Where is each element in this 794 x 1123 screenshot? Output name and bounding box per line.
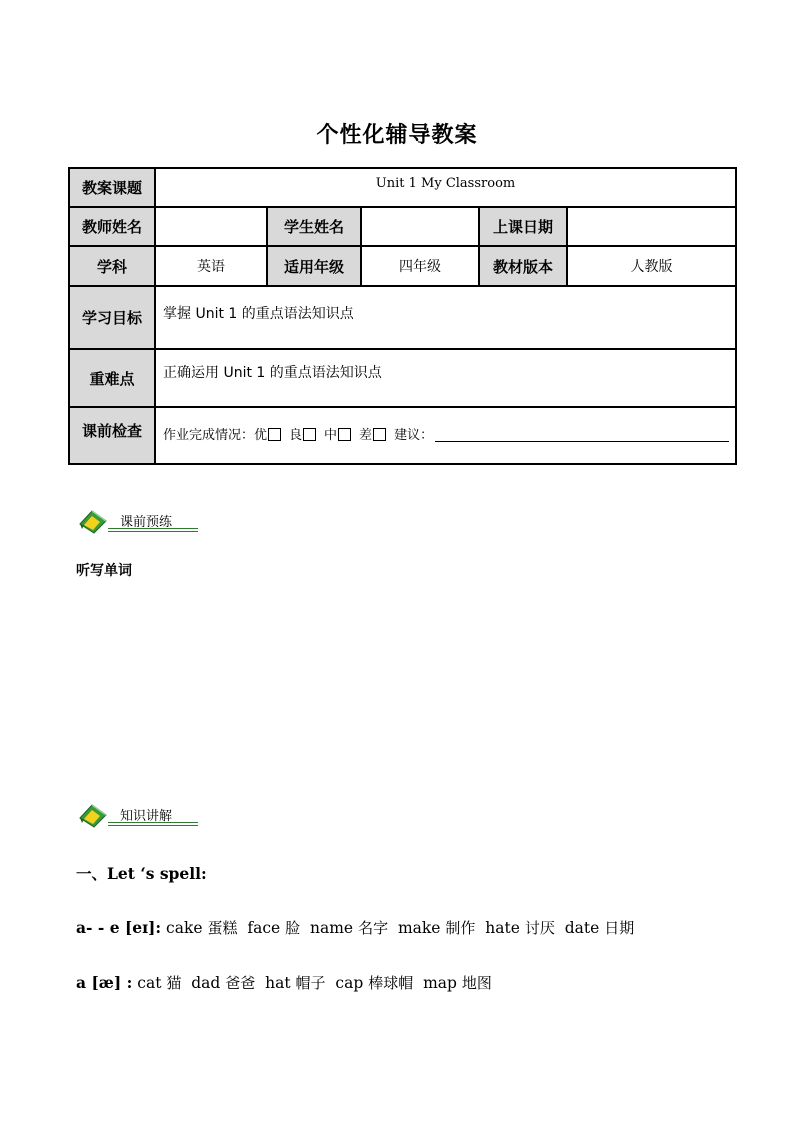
word-en: cap bbox=[335, 974, 364, 992]
word-en: hat bbox=[265, 974, 291, 992]
page-title: 个性化辅导教案 bbox=[316, 122, 478, 148]
section-label-preview: 课前预练 bbox=[120, 515, 173, 530]
checkbox-excellent[interactable] bbox=[268, 428, 281, 441]
word-cn: 棒球帽 bbox=[368, 974, 414, 992]
spell-line-a bbox=[76, 972, 492, 993]
word-cn: 日期 bbox=[604, 919, 635, 937]
student-value[interactable] bbox=[361, 207, 479, 246]
subject-label: 学科 bbox=[69, 246, 155, 286]
word-cn: 地图 bbox=[461, 974, 492, 992]
word-en: cat bbox=[137, 974, 162, 992]
word-en: date bbox=[564, 919, 600, 937]
grade-label: 适用年级 bbox=[267, 246, 361, 286]
spell-prefix: a- - e [eɪ]: bbox=[76, 918, 162, 937]
subject-value: 英语 bbox=[155, 246, 267, 286]
check-prefix: 作业完成情况：优 bbox=[163, 428, 268, 443]
difficulty-value: 正确运用 Unit 1 的重点语法知识点 bbox=[155, 349, 736, 407]
edition-value: 人教版 bbox=[567, 246, 736, 286]
word-cn: 脸 bbox=[285, 919, 301, 937]
pencil-icon bbox=[78, 802, 110, 828]
lesson-info-table bbox=[68, 167, 737, 465]
homework-check-row bbox=[156, 424, 735, 443]
difficulty-label: 重难点 bbox=[69, 349, 155, 407]
word-en: hate bbox=[485, 919, 520, 937]
topic-label: 教案课题 bbox=[69, 168, 155, 207]
topic-value: Unit 1 My Classroom bbox=[155, 168, 736, 207]
goal-value: 掌握 Unit 1 的重点语法知识点 bbox=[155, 286, 736, 349]
word-cn: 爸爸 bbox=[225, 974, 256, 992]
word-cn: 讨厌 bbox=[524, 919, 555, 937]
grade-value: 四年级 bbox=[361, 246, 479, 286]
dictation-heading: 听写单词 bbox=[76, 563, 132, 579]
check-mid-label: 中 bbox=[324, 428, 338, 443]
word-en: name bbox=[310, 919, 354, 937]
spell-line-a-e bbox=[76, 917, 634, 938]
checkbox-mid[interactable] bbox=[338, 428, 351, 441]
goal-label: 学习目标 bbox=[69, 286, 155, 349]
advice-underline[interactable] bbox=[435, 427, 729, 442]
word-en: dad bbox=[191, 974, 221, 992]
date-label: 上课日期 bbox=[479, 207, 567, 246]
check-poor-label: 差 bbox=[359, 428, 373, 443]
pencil-icon bbox=[78, 508, 110, 534]
section-rule bbox=[108, 825, 198, 826]
section-rule bbox=[108, 822, 198, 823]
section-rule bbox=[108, 528, 198, 529]
section-header-knowledge bbox=[78, 802, 200, 830]
word-en: face bbox=[247, 919, 281, 937]
section-header-preview bbox=[78, 508, 200, 536]
check-cell bbox=[155, 407, 736, 464]
student-label: 学生姓名 bbox=[267, 207, 361, 246]
word-cn: 名字 bbox=[358, 919, 389, 937]
teacher-value[interactable] bbox=[155, 207, 267, 246]
spell-heading: 一、Let ‘s spell: bbox=[76, 864, 207, 883]
word-en: map bbox=[423, 974, 457, 992]
word-cn: 猫 bbox=[166, 974, 182, 992]
word-cn: 制作 bbox=[445, 919, 476, 937]
teacher-label: 教师姓名 bbox=[69, 207, 155, 246]
check-label: 课前检查 bbox=[69, 407, 155, 464]
section-label-knowledge: 知识讲解 bbox=[120, 809, 173, 824]
check-advice-label: 建议： bbox=[394, 428, 434, 443]
spell-prefix: a [æ] : bbox=[76, 973, 133, 992]
word-cn: 蛋糕 bbox=[207, 919, 238, 937]
section-rule bbox=[108, 531, 198, 532]
edition-label: 教材版本 bbox=[479, 246, 567, 286]
checkbox-good[interactable] bbox=[303, 428, 316, 441]
checkbox-poor[interactable] bbox=[373, 428, 386, 441]
date-value[interactable] bbox=[567, 207, 736, 246]
check-good-label: 良 bbox=[289, 428, 303, 443]
word-en: cake bbox=[166, 919, 203, 937]
word-en: make bbox=[397, 919, 441, 937]
word-cn: 帽子 bbox=[295, 974, 326, 992]
